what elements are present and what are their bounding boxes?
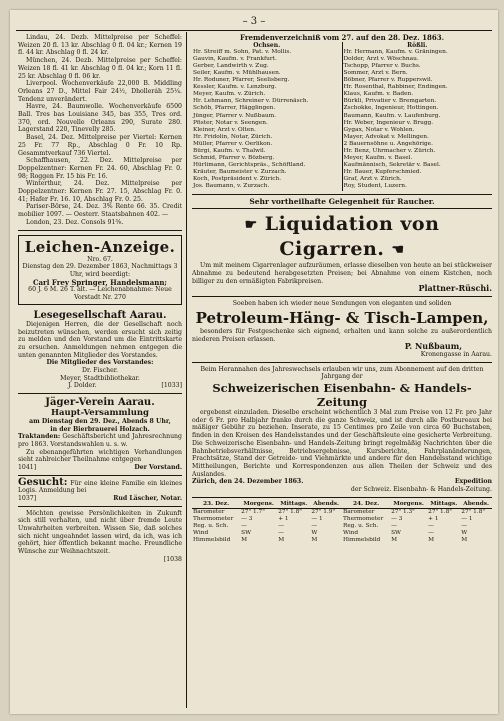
weather-header: Mittags.: [427, 501, 460, 509]
weather-cell: W: [461, 529, 468, 536]
divider: [192, 497, 492, 498]
weather-row: [192, 508, 492, 516]
committee-label: Die Mitglieder des Vorstandes:: [46, 359, 154, 367]
funeral-notice: [18, 235, 182, 305]
railway-title: Schweizerischen Eisenbahn- & Handels-Zeitung: [212, 381, 472, 410]
guest-entry: Hr. Bauer, Kupferschmied.: [343, 169, 422, 176]
weather-cell: Thermometer: [193, 515, 234, 522]
guest-entry: Hr. Weber, Ingenieur v. Brugg.: [343, 119, 434, 126]
cigar-ad: [192, 212, 492, 293]
weather-cell: SW: [391, 529, 402, 536]
hunters-sign: Der Vorstand.: [134, 464, 182, 472]
guest-entry: Hürlimann, Gerichtspräs., Schöftland.: [193, 162, 306, 169]
divider: [18, 475, 182, 476]
divider: [192, 194, 492, 195]
guest-entry: Bürgi, Kaufm. v. Thalwil.: [193, 148, 266, 155]
weather-cell: + 1: [278, 515, 289, 522]
weather-cell: M: [278, 536, 285, 543]
railway-intro: Beim Herannahen des Jahreswechsels erlauben wir uns, zum Abonnement auf den dritten Jahrgang der: [200, 365, 484, 381]
guest-column: [344, 49, 492, 191]
agenda-label: Traktanden:: [18, 433, 61, 441]
wanted-body: Für eine kleine Familie ein kleines Logis. Anmeldung bei: [18, 479, 183, 495]
guest-entry: Schöb, Pfarrer, Hägglingen.: [193, 105, 276, 112]
railway-sign2: der Schweiz. Eisenbahn- & Handels-Zeitung.: [350, 485, 492, 493]
weather-cell: —: [241, 522, 247, 529]
weather-header: Abends.: [310, 501, 342, 509]
guest-entry: Hr. Lehmann, Schreiner v. Dürrenäsch.: [193, 98, 309, 105]
hunters-place: in der Bierbrauerei Holzach.: [50, 425, 150, 433]
hunters-subtitle: Haupt-Versammlung: [50, 407, 149, 418]
railway-sign: Expedition: [454, 478, 492, 486]
guest-entry: Hr. Roduner, Pfarrer, Seelisberg.: [193, 77, 290, 84]
weather-cell: M: [241, 536, 248, 543]
divider: [18, 393, 182, 394]
market-report: Pariser-Börse, 24. Dez. 3% Rente 66. 35. Credit mobilier 1097. — Oesterr. Staatsbahnen 402. —: [18, 203, 182, 219]
guest-list-table: [192, 42, 492, 191]
railway-body: ergebenst einzuladen. Dieselbe erscheint wöchentlich 3 Mal zum Preise von 12 Fr. pro Jahr oder 6 Fr. pro Halbjahr franko durch die ganze Schweiz, und ist durch alle Postbureaux bei mäßiger Gebühr zu beziehen. Inserate, zu 15 Centimes pro Zeile von circa 60 Buchstaben, finden in den Kreisen des Handelsstandes und der Geschäftsleute eine gesicherte Verbreitung. Die Schweizerische Eisenbahn- und Handels-Zeitung bringt regelmäßig Nachrichten über die Bahnbetriebsverhältnisse, Betriebsergebnisse, Kursberichte, Fahrplanänderungen, Frachtsätze, Stand der Getreide- und Viehmärkte und andere für den Handelsstand wichtige Mittheilungen, Berichte und Korrespondenzen aus allen Theilen der Schweiz und des Auslandes.: [192, 409, 492, 478]
guest-entry: Hr. Hermann, Kaufm. v. Gräningen.: [343, 48, 448, 55]
weather-body: [192, 508, 492, 544]
ad-ref: 1041]: [18, 464, 37, 472]
weather-cell: —: [428, 522, 434, 529]
pointing-hand-icon: ☛: [244, 217, 258, 234]
market-report: London, 23. Dez. Consols 91⅜.: [26, 218, 124, 226]
guest-list-title: Fremdenverzeichniß vom 27. auf den 28. Dez. 1863.: [239, 33, 445, 42]
weather-cell: Himmelsbild: [193, 536, 231, 543]
wanted-ad: [18, 476, 183, 503]
guest-entry: Seiler, Kaufm. v. Mühlhausen.: [193, 69, 281, 76]
lamps-sign: P. Nußbaum,: [404, 341, 462, 352]
guest-entry: Meyer, Kaufm. v. Zürich.: [193, 91, 266, 98]
guest-entry: Graf, Arzt v. Zürich.: [343, 176, 402, 183]
reading-society-title: Lesegesellschaft Aarau.: [33, 309, 167, 321]
guest-entry: Kaufmännisch, Sekretär v. Basel.: [343, 162, 441, 169]
hunters-title: Jäger-Verein Aarau.: [45, 396, 155, 408]
lamps-address: Kronengasse in Aarau.: [420, 350, 492, 358]
divider: [18, 230, 182, 231]
lamps-body: besonders für Festgeschenke sich eignend, erhalten und kann solche zu außerordentlich niederen Preisen erlassen.: [192, 327, 492, 343]
guest-entry: Roy, Student, Luzern.: [343, 183, 407, 190]
funeral-line: 60 J. 6 M. 26 T. alt. — Leichenabnahme: Neue Vorstadt Nr. 270: [28, 286, 172, 302]
committee-member: J. Dolder.: [68, 382, 97, 390]
market-report: Havre, 24. Baumwolle. Wochenverkäufe 6500 Ball. Tres bas Louisiane 345, bas 355, Tres ord. 370, ord. Nouvelle Orleans 290, Surate 280. Lagerstand 220, Tinevelly 285.: [18, 103, 182, 134]
market-reports: [18, 34, 182, 227]
weather-cell: — 3: [391, 515, 403, 522]
guest-entry: Klaus, Kaufm. v. Baden.: [343, 91, 414, 98]
weather-cell: 27" 1.8": [278, 508, 302, 515]
right-column: [192, 34, 492, 544]
weather-cell: —: [278, 529, 284, 536]
guest-entry: 2 Bauernsöhne u. Angehörige.: [343, 140, 433, 147]
guest-entry: Mayer, Advokat v. Mellingen.: [343, 133, 429, 140]
funeral-line: Dienstag den 29. Dezember 1863, Nachmittags 3 Uhr, wird beerdigt:: [22, 263, 178, 278]
weather-header: 23. Dez.: [192, 501, 240, 509]
market-report: Winterthur, 24. Dez. Mittelpreise per Doppelzentner: Kernen Fr. 27. 15, Abschlag Fr. 0. 41; Hafer Fr. 16. 10, Abschlag Fr. 0. 25.: [18, 180, 182, 203]
railway-date: Zürich, den 24. Dezember 1863.: [192, 478, 304, 486]
divider: [18, 506, 182, 507]
divider: [192, 208, 492, 209]
weather-cell: Wind: [342, 529, 359, 536]
page-number: – 3 –: [242, 16, 266, 27]
guest-entry: Meyer, Kaufm. v. Basel.: [343, 155, 413, 162]
guest-entry: Pfister, Notar v. Seengen.: [193, 119, 268, 126]
weather-cell: 27" 1.7": [241, 508, 265, 515]
column-divider: [186, 32, 187, 708]
ad-ref: [1038: [163, 555, 182, 563]
weather-cell: —: [461, 522, 468, 529]
weather-cell: Reg. u. Sch.: [193, 522, 229, 529]
ad-ref: [1033]: [161, 382, 182, 390]
guest-entry: Hr. Rosenthal, Rabbiner, Endingen.: [343, 84, 448, 91]
weather-cell: — 1: [461, 515, 473, 522]
weather-cell: Thermometer: [342, 515, 384, 522]
offer-line: Sehr vortheilhafte Gelegenheit für Raucher.: [249, 196, 435, 206]
weather-row: [192, 537, 492, 544]
weather-header: Abends.: [460, 501, 492, 509]
guest-entry: Böbner, Pfarrer v. Rupperswil.: [343, 77, 433, 84]
weather-cell: — 3: [241, 515, 253, 522]
cigar-body: Um mit meinem Cigarrenlager aufzuräumen, erlasse dieselben von heute an bei stückweiser Abnahme zu bedeutend herabgesetzten Preisen; bei Abnahme von einem Kistchen, noch billiger zu den ermäßigten Fabrikpreisen.: [192, 262, 492, 285]
guest-entry: Gerber, Landwirth v. Zug.: [193, 62, 269, 69]
guest-entry: Sommer, Arzt v. Bern.: [343, 69, 408, 76]
guest-entry: Müller, Pfarrer v. Oerlikon.: [193, 140, 273, 147]
cigar-title: Liquidation von Cigarren.: [264, 213, 440, 261]
guest-entry: Bürkli, Privatier v. Bremgarten.: [343, 98, 437, 105]
guest-entry: Hr. Benz, Uhrmacher v. Zürich.: [343, 148, 436, 155]
market-report: Schaffhausen, 22. Dez. Mittelpreise per Doppelzentner: Kernen Fr. 24. 60, Abschlag Fr. 0. 98; Roggen Fr. 15 bis Fr. 16.: [18, 157, 182, 180]
guest-entry: Kleiner, Arzt v. Olten.: [193, 126, 256, 133]
guest-entry: Baumann, Kaufm. v. Laufenburg.: [343, 112, 441, 119]
guest-col-head: Ochsen.: [253, 41, 281, 49]
guest-list: [192, 34, 492, 191]
weather-cell: M: [311, 536, 318, 543]
reading-society-ad: [18, 310, 182, 390]
divider: [192, 362, 492, 363]
weather-cell: 27" 1.8": [428, 508, 452, 515]
railway-gazette-ad: [192, 366, 492, 494]
funeral-title: Leichen-Anzeige.: [24, 237, 176, 256]
weather-cell: Wind: [193, 529, 209, 536]
top-rule: [16, 30, 492, 31]
guest-entry: Schmid, Pfarrer v. Bözberg.: [193, 155, 275, 162]
weather-cell: 27" 1.3": [391, 508, 415, 515]
weather-header: 24. Dez.: [342, 501, 390, 509]
left-column: [18, 34, 182, 563]
market-report: München, 24. Dezb. Mittelpreise per Scheffel: Weizen 18 fl. 41 kr. Abschlag 0 fl. 04 kr.; Korn 11 fl. 25 kr. Abschlag 0 fl. 06 kr.: [18, 57, 182, 80]
guest-entry: Gygax, Notar v. Wohlen.: [343, 126, 415, 133]
weather-header: Mittags.: [277, 501, 310, 509]
hunters-note: Zu ebenangeführten wichtigen Verhandlungen sieht zahlreicher Theilnahme entgegen: [18, 448, 182, 464]
guest-entry: Gauvin, Kaufm. v. Frankfurt.: [193, 55, 277, 62]
guest-col-head: Rößli.: [407, 41, 428, 49]
weather-cell: + 1: [428, 515, 439, 522]
reading-society-body: Diejenigen Herren, die der Gesellschaft noch beizutreten wünschen, werden ersucht sich zeitig zu melden und den Vorstand um die Eintrittskarte zu ersuchen. Anmeldungen nehmen entgegen die unten genannten Mitglieder des Vorstandes.: [18, 320, 182, 359]
newspaper-page: [10, 10, 498, 714]
guest-entry: Jünger, Pfarrer v. Nußbaum.: [193, 112, 277, 119]
guest-entry: Dolder, Arzt v. Wöschnau.: [343, 55, 419, 62]
cigar-sign: Plattner-Rüschi.: [418, 283, 492, 294]
weather-row: [192, 516, 492, 523]
weather-cell: Barometer: [342, 508, 375, 515]
guest-entry: Kessler, Kaufm. v. Lenzburg.: [193, 84, 277, 91]
weather-cell: 27" 1.9": [311, 508, 336, 515]
committee-member: Meyer, Stadtbibliothekar.: [60, 374, 140, 382]
lamps-ad: [192, 300, 492, 359]
weather-cell: 27" 1.8": [461, 508, 486, 515]
public-notice: [18, 510, 182, 564]
agenda-text: Geschäftsbericht und Jahresrechnung pro 1863. Vorstandswahlen u. s. w.: [18, 433, 183, 449]
guest-column: [193, 49, 341, 191]
notice-body: Möchten gewisse Persönlichkeiten in Zukunft sich still verhalten, und nicht über fremde Leute Unwahrheiten verbreiten. Wissen Sie, daß solches sich nicht ungeahndet lassen wird, da ich, was ich gehört, hier öffentlich bekannt mache. Freundliche Wünsche zur Weihnachtszeit.: [18, 509, 182, 556]
funeral-number: Nro. 67.: [87, 255, 113, 263]
weather-table: [192, 501, 492, 544]
weather-cell: — 1: [311, 515, 323, 522]
guest-entry: Hr. Fridolin, Notar, Zürich.: [193, 133, 273, 140]
guest-entry: Jos. Baumann, v. Zurzach.: [193, 183, 270, 190]
weather-row: [192, 523, 492, 530]
weather-cell: —: [311, 522, 318, 529]
ad-ref: 1037]: [18, 495, 37, 503]
lamps-intro: Soeben haben ich wieder neue Sendungen von eleganten und soliden: [232, 300, 452, 308]
guest-entry: Tschopp, Pfarrer v. Buchs.: [343, 62, 421, 69]
guest-entry: Kräuter, Baumeister v. Zurzach.: [193, 169, 287, 176]
guest-entry: Zschokke, Ingenieur, Hottingen.: [343, 105, 439, 112]
market-report: Liverpool. Wochenverkäufe 22,000 B. Middling Orleans 27 D., Mittel Fair 24½, Dholleráh 25¼. Tendenz unverändert.: [18, 80, 182, 103]
weather-cell: SW: [241, 529, 252, 536]
guest-entry: Hr. Streiff m. Sohn, Pat. v. Mollis.: [193, 48, 292, 55]
weather-row: [192, 530, 492, 537]
weather-header: Morgens.: [240, 501, 277, 509]
wanted-title: Gesucht:: [18, 476, 68, 488]
market-report: Lindau, 24. Dezb. Mittelpreise per Scheffel: Weizen 20 fl. 13 kr. Abschlag 0 fl. 04 kr.; Kernen 19 fl. 44 kr. Abschlag 0 fl. 24 kr.: [18, 34, 182, 57]
weather-cell: Barometer: [193, 508, 225, 515]
weather-cell: M: [391, 536, 398, 543]
weather-cell: —: [391, 522, 397, 529]
weather-header-row: [192, 501, 492, 509]
divider: [192, 296, 492, 297]
market-report: Basel, 24. Dez. Mittelpreise per Viertel: Kernen 25 Fr. 77 Rp., Abschlag 0 Fr. 10 Rp. Gesammtverkauf 736 Viertel.: [18, 134, 182, 157]
funeral-name: Carl Frey Springer, Handelsmann;: [32, 277, 168, 287]
hunters-date: am Dienstag den 29. Dez., Abends 8 Uhr,: [29, 417, 171, 425]
weather-cell: —: [428, 529, 434, 536]
hunters-club-ad: [18, 397, 182, 472]
weather-cell: M: [461, 536, 468, 543]
guest-entry: Koch, Postpräsident v. Zürich.: [193, 176, 282, 183]
weather-header: Morgens.: [390, 501, 427, 509]
committee-member: Dr. Fischer.: [82, 367, 118, 375]
weather-cell: Himmelsbild: [342, 536, 381, 543]
wanted-sign: Rud Läscher, Notar.: [113, 495, 182, 503]
lamps-title: Petroleum-Häng- & Tisch-Lampen,: [195, 308, 489, 327]
weather-cell: W: [311, 529, 318, 536]
weather-cell: —: [278, 522, 284, 529]
weather-cell: Reg. u. Sch.: [342, 522, 379, 529]
pointing-hand-icon: ☚: [391, 242, 405, 259]
weather-cell: M: [428, 536, 435, 543]
